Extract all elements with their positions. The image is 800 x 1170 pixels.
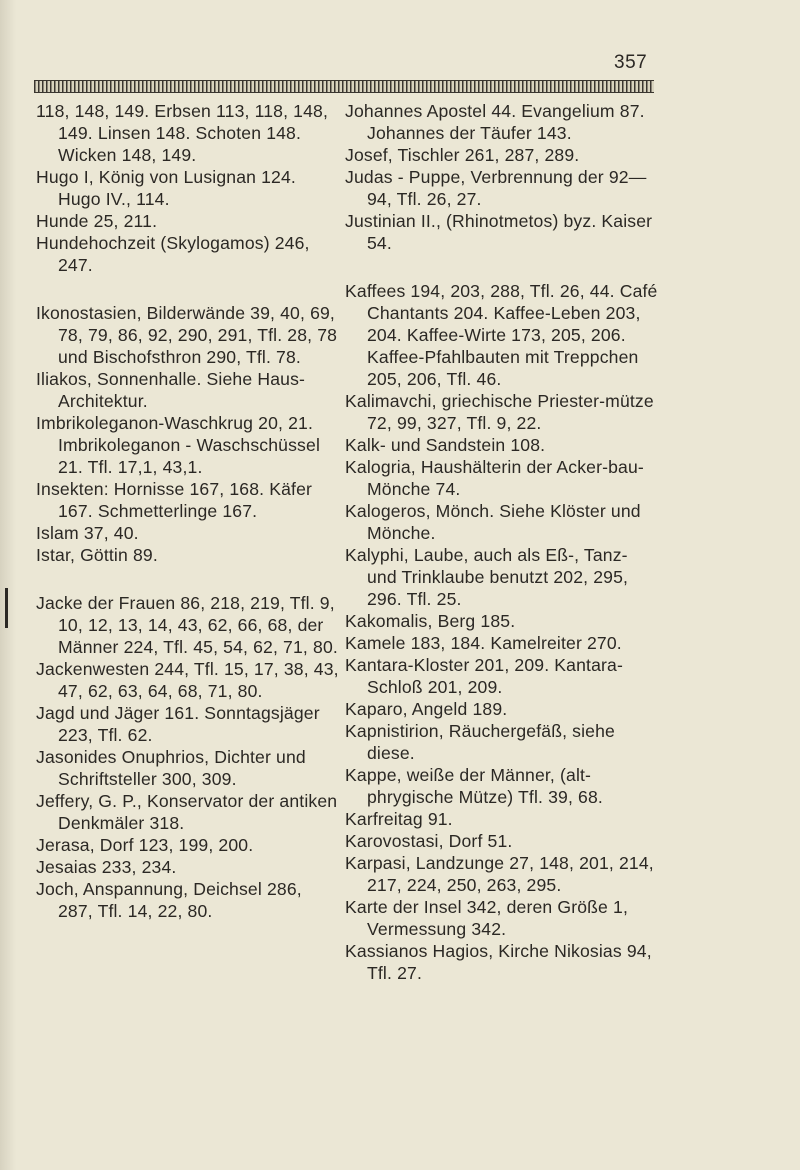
index-entry: Insekten: Hornisse 167, 168. Käfer 167. Schmetterlinge 167. [36, 479, 313, 521]
index-column-right [345, 100, 660, 984]
header-ornament-rule [34, 80, 654, 93]
page-number: 357 [614, 52, 648, 73]
section-gap [36, 276, 340, 302]
index-entry: Istar, Göttin 89. [36, 545, 158, 565]
index-entry: Kakomalis, Berg 185. [345, 611, 516, 631]
index-entry: Justinian II., (Rhinotmetos) byz. Kaiser 54. [345, 211, 653, 253]
index-entry: Kaparo, Angeld 189. [345, 699, 508, 719]
index-entry: Karovostasi, Dorf 51. [345, 831, 513, 851]
index-entry: Kalk- und Sandstein 108. [345, 435, 546, 455]
index-entry: Karte der Insel 342, deren Größe 1, Vermessung 342. [345, 897, 628, 939]
index-entry: Ikonostasien, Bilderwände 39, 40, 69, 78, 79, 86, 92, 290, 291, Tfl. 28, 78 und Bischofsthron 290, Tfl. 78. [36, 303, 338, 367]
index-entry: Kalogria, Haushälterin der Acker-bau-Mönche 74. [345, 457, 644, 499]
index-entry: Hundehochzeit (Skylogamos) 246, 247. [36, 233, 310, 275]
index-entry: Kalogeros, Mönch. Siehe Klöster und Mönche. [345, 501, 641, 543]
margin-mark [5, 588, 8, 628]
section-gap [36, 566, 340, 592]
section-gap [345, 254, 660, 280]
index-entry: Hugo I, König von Lusignan 124. Hugo IV., 114. [36, 167, 296, 209]
index-entry: Imbrikoleganon-Waschkrug 20, 21. Imbrikoleganon - Waschschüssel 21. Tfl. 17,1, 43,1. [36, 413, 320, 477]
index-entry: Johannes Apostel 44. Evangelium 87. Johannes der Täufer 143. [345, 101, 645, 143]
index-entry: Iliakos, Sonnenhalle. Siehe Haus-Architektur. [36, 369, 306, 411]
index-entry: Karfreitag 91. [345, 809, 453, 829]
index-entry: Joch, Anspannung, Deichsel 286, 287, Tfl. 14, 22, 80. [36, 879, 302, 921]
index-entry: Jackenwesten 244, Tfl. 15, 17, 38, 43, 47, 62, 63, 64, 68, 71, 80. [36, 659, 339, 701]
index-entry: Judas - Puppe, Verbrennung der 92—94, Tfl. 26, 27. [345, 167, 647, 209]
index-entry: Kamele 183, 184. Kamelreiter 270. [345, 633, 622, 653]
index-entry: Kalimavchi, griechische Priester-mütze 72, 99, 327, Tfl. 9, 22. [345, 391, 654, 433]
index-entry: Kapnistirion, Räuchergefäß, siehe diese. [345, 721, 615, 763]
index-entry: Hunde 25, 211. [36, 211, 158, 231]
index-column-left [36, 100, 340, 922]
index-entry: Jerasa, Dorf 123, 199, 200. [36, 835, 254, 855]
page-edge-shadow [0, 0, 16, 1170]
index-entry: Islam 37, 40. [36, 523, 139, 543]
index-entry: 118, 148, 149. Erbsen 113, 118, 148, 149. Linsen 148. Schoten 148. Wicken 148, 149. [36, 101, 329, 165]
index-entry: Jacke der Frauen 86, 218, 219, Tfl. 9, 10, 12, 13, 14, 43, 62, 66, 68, der Männer 224, Tfl. 45, 54, 62, 71, 80. [36, 593, 338, 657]
index-entry: Jeffery, G. P., Konservator der antiken Denkmäler 318. [36, 791, 338, 833]
index-entry: Kalyphi, Laube, auch als Eß-, Tanz- und Trinklaube benutzt 202, 295, 296. Tfl. 25. [345, 545, 629, 609]
index-entry: Jesaias 233, 234. [36, 857, 177, 877]
index-entry: Jagd und Jäger 161. Sonntagsjäger 223, Tfl. 62. [36, 703, 320, 745]
index-entry: Kassianos Hagios, Kirche Nikosias 94, Tfl. 27. [345, 941, 652, 983]
index-entry: Kappe, weiße der Männer, (alt-phrygische Mütze) Tfl. 39, 68. [345, 765, 603, 807]
index-entry: Kantara-Kloster 201, 209. Kantara-Schloß 201, 209. [345, 655, 623, 697]
index-entry: Karpasi, Landzunge 27, 148, 201, 214, 217, 224, 250, 263, 295. [345, 853, 654, 895]
index-entry: Josef, Tischler 261, 287, 289. [345, 145, 580, 165]
index-entry: Jasonides Onuphrios, Dichter und Schriftsteller 300, 309. [36, 747, 306, 789]
index-entry: Kaffees 194, 203, 288, Tfl. 26, 44. Café Chantants 204. Kaffee-Leben 203, 204. Kaffee-Wirte 173, 205, 206. Kaffee-Pfahlbauten mit Treppchen 205, 206, Tfl. 46. [345, 281, 658, 389]
